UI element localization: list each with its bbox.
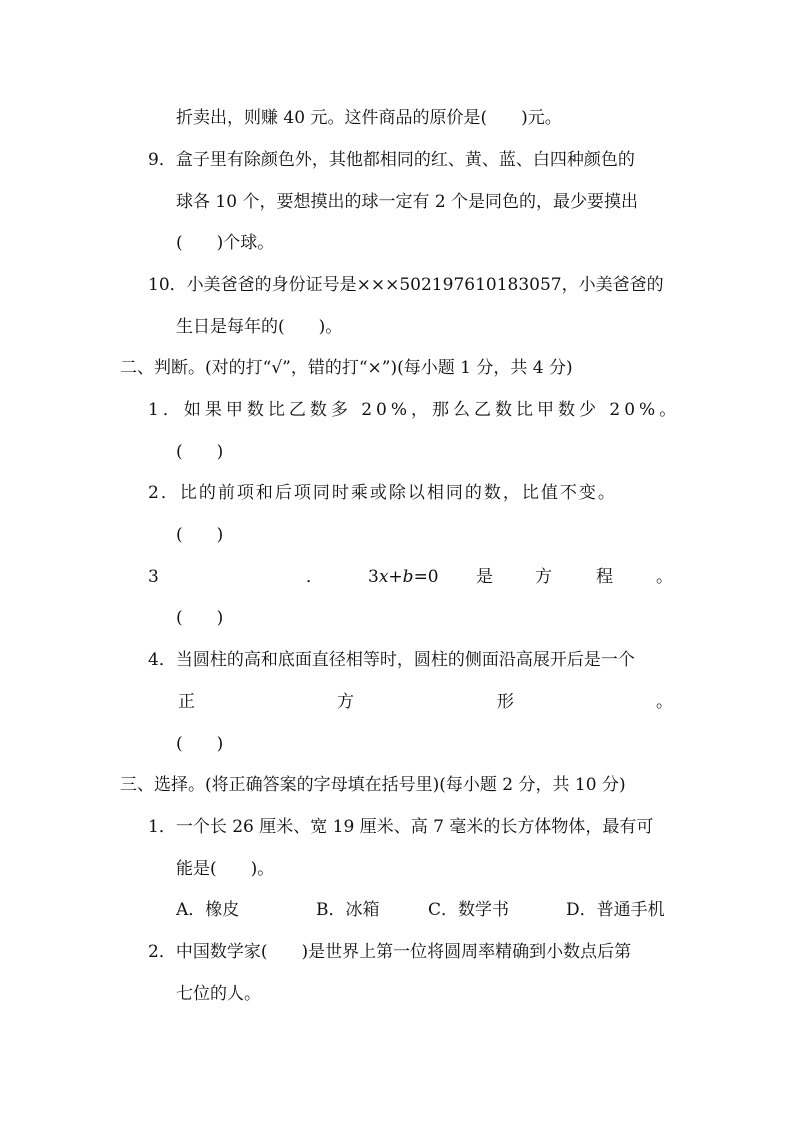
judge-q2-text: 2．比的前项和后项同时乘或除以相同的数，比值不变。 (148, 483, 617, 503)
judge-q3-end: 。 (656, 567, 673, 587)
judge-q3-text (0, 565, 794, 589)
choice-q1-options (0, 898, 794, 922)
q8-tail-text: 折卖出，则赚 40 元。这件商品的原价是( )元。 (176, 108, 562, 128)
choice-q1-option-d: D．普通手机 (566, 900, 665, 920)
judge-q4-word-zheng: 正 (178, 692, 195, 712)
judge-q3-equation: 3x+b=0 (368, 567, 439, 587)
choice-q1-line-1: 1．一个长 26 厘米、宽 19 厘米、高 7 毫米的长方体物体，最有可 (148, 817, 654, 837)
section-2-header: 二、判断。(对的打“√”，错的打“×”)(每小题 1 分，共 4 分) (120, 358, 573, 378)
judge-q3-answer-blank: ( ) (176, 608, 224, 628)
choice-q1-option-a: A．橡皮 (176, 900, 240, 920)
judge-q4-line-1: 4．当圆柱的高和底面直径相等时，圆柱的侧面沿高展开后是一个 (148, 650, 635, 670)
judge-q1-answer-blank: ( ) (176, 442, 224, 462)
q9-line-2: 球各 10 个，要想摸出的球一定有 2 个是同色的，最少要摸出 (176, 192, 639, 212)
q10-line-1: 10．小美爸爸的身份证号是×××502197610183057，小美爸爸的 (148, 275, 664, 295)
judge-q4-word-fang: 方 (337, 692, 354, 712)
choice-q1-line-2: 能是( )。 (176, 859, 275, 879)
judge-q4-answer-blank: ( ) (176, 734, 224, 754)
choice-q1-option-c: C．数学书 (428, 900, 510, 920)
judge-q1-text: 1．如果甲数比乙数多 20%，那么乙数比甲数少 20%。 (148, 400, 681, 420)
section-3-header: 三、选择。(将正确答案的字母填在括号里)(每小题 2 分，共 10 分) (120, 775, 626, 795)
choice-q2-line-2: 七位的人。 (176, 984, 261, 1004)
q9-line-1: 9．盒子里有除颜色外，其他都相同的红、黄、蓝、白四种颜色的 (148, 150, 635, 170)
judge-q4-end: 。 (656, 692, 673, 712)
choice-q2-line-1: 2．中国数学家( )是世界上第一位将圆周率精确到小数点后第 (148, 942, 632, 962)
q10-line-2: 生日是每年的( )。 (176, 317, 343, 337)
judge-q3-word-shi: 是 (476, 567, 493, 587)
judge-q4-line-2 (0, 690, 794, 714)
judge-q3-dot: ． (306, 567, 323, 587)
judge-q3-word-cheng: 程 (596, 567, 613, 587)
q9-line-3: ( )个球。 (176, 233, 275, 253)
judge-q2-answer-blank: ( ) (176, 525, 224, 545)
judge-q3-word-fang: 方 (535, 567, 552, 587)
judge-q4-word-xing: 形 (497, 692, 514, 712)
choice-q1-option-b: B．冰箱 (316, 900, 380, 920)
judge-q3-number: 3 (148, 567, 159, 587)
